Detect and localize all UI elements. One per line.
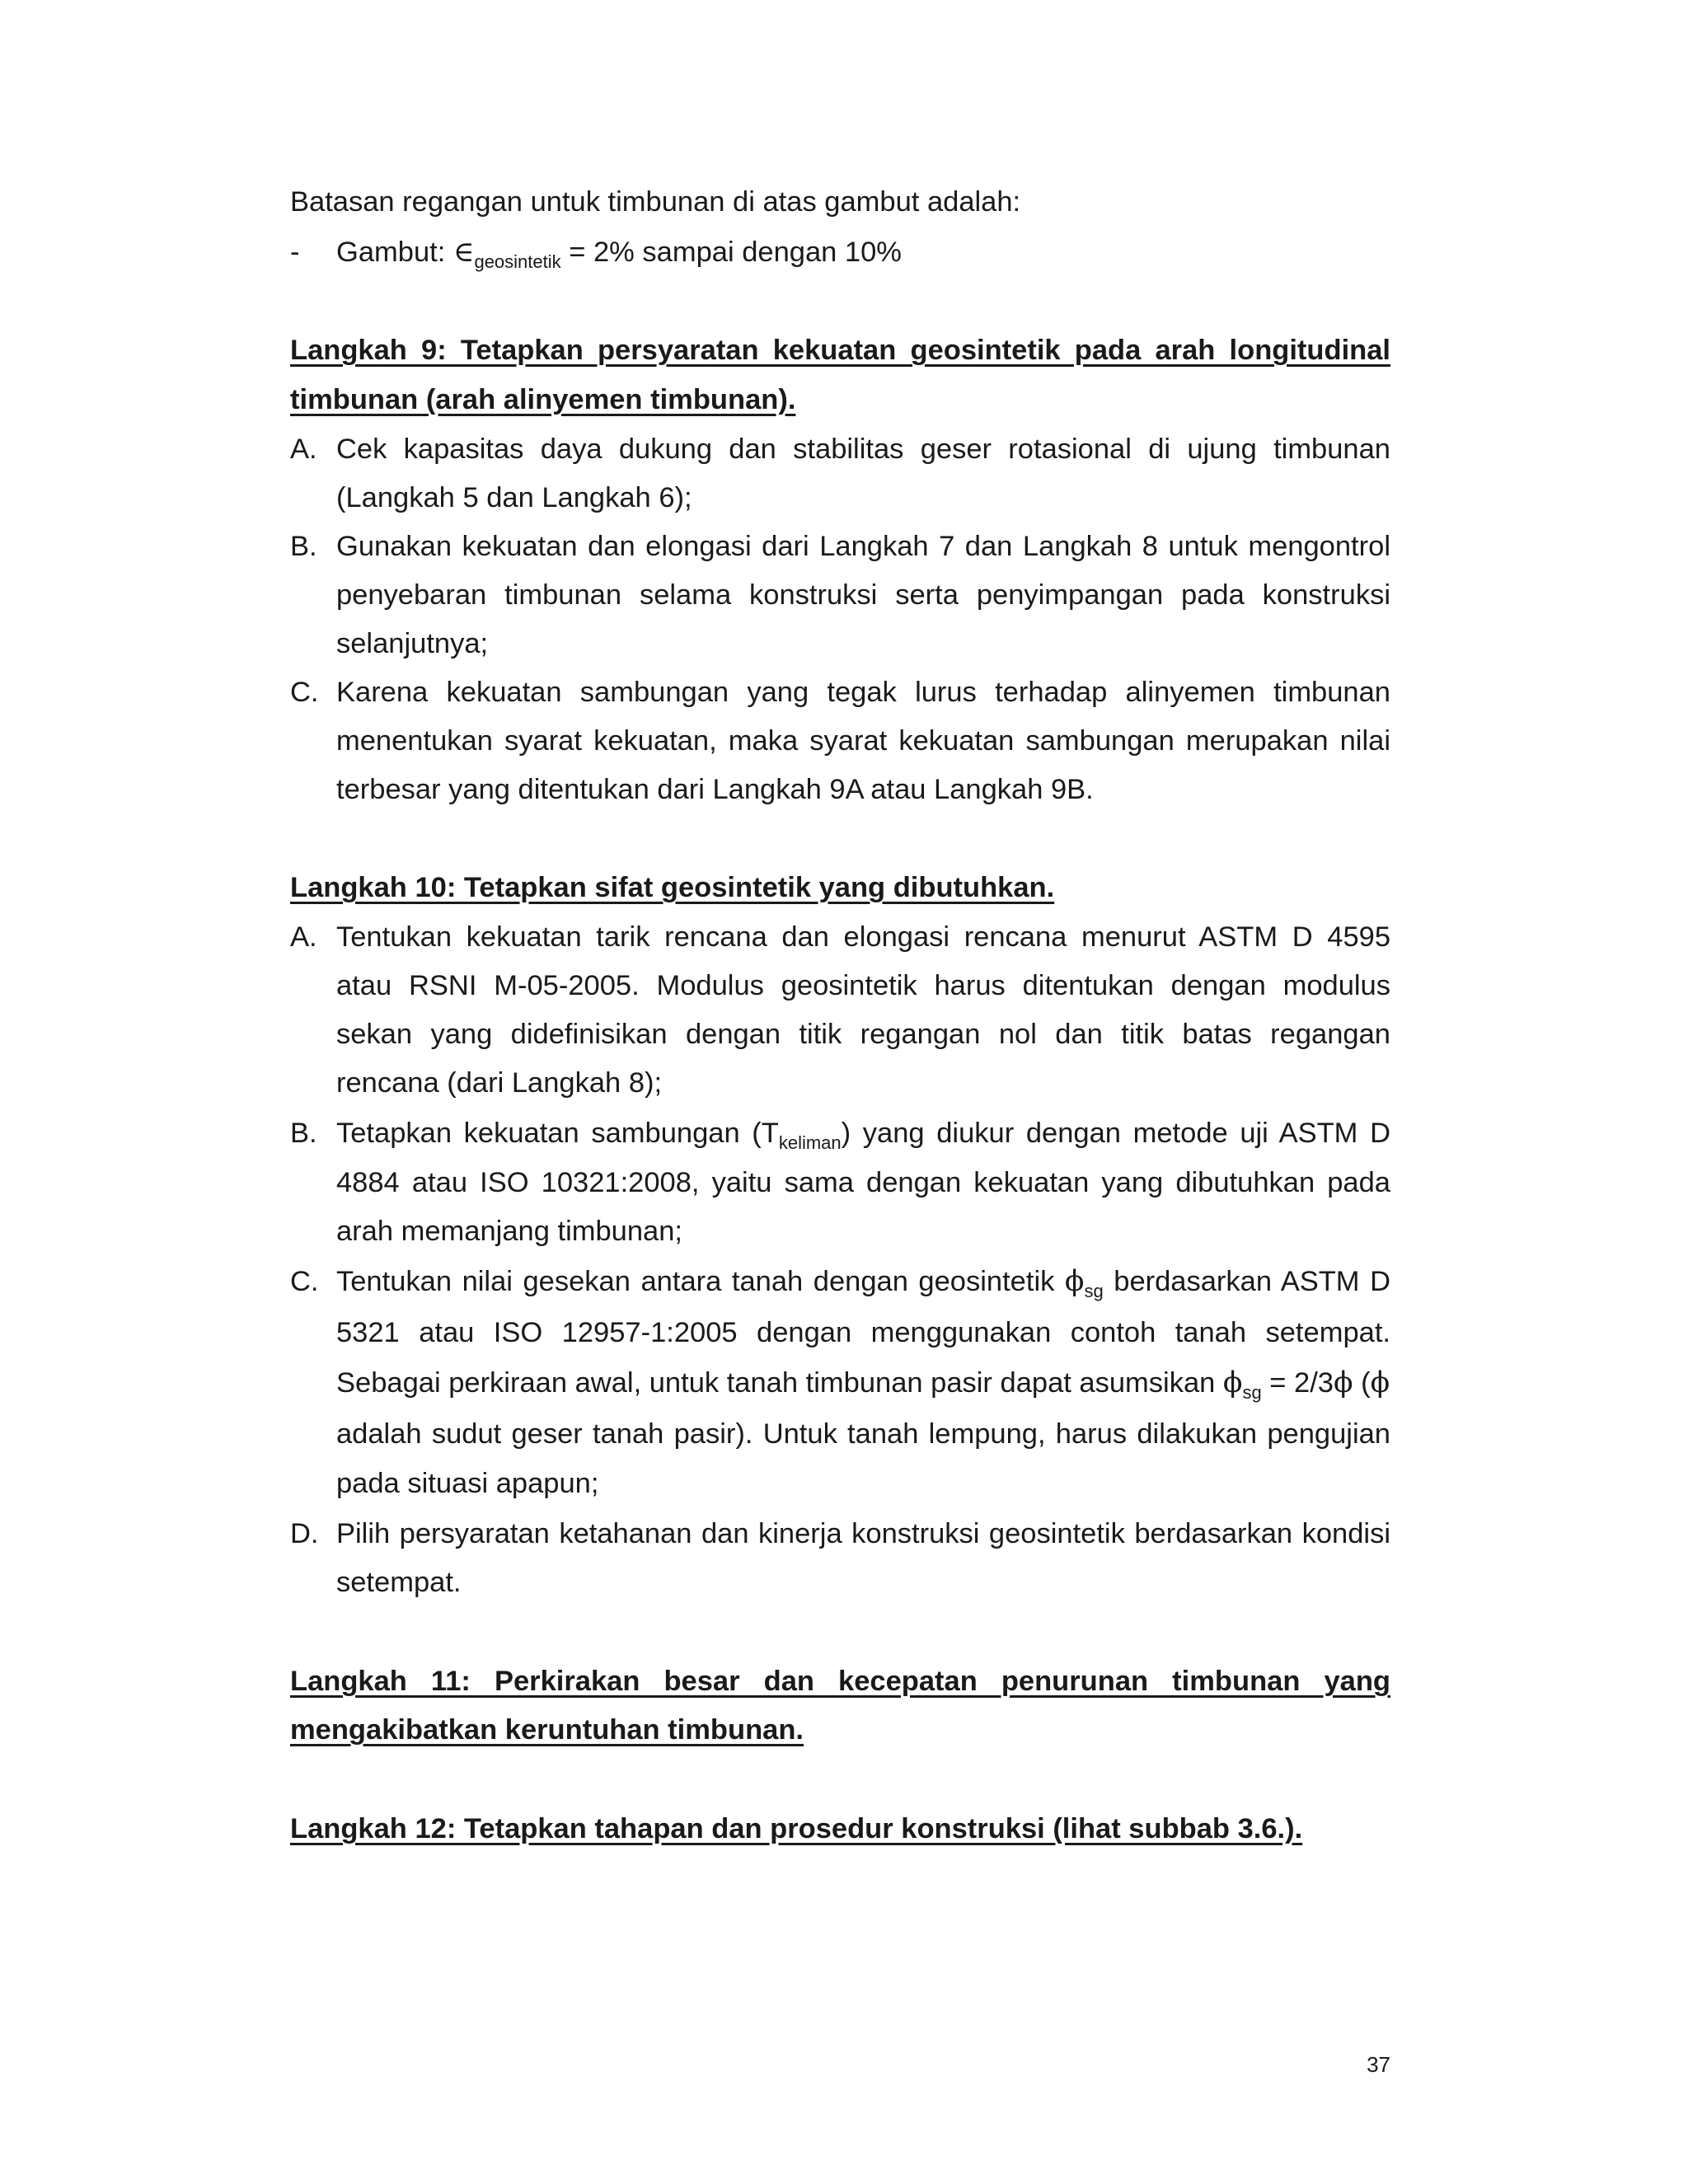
step9-item-c-line3: terbesar yang ditentukan dari Langkah 9A atau Langkah 9B. — [336, 774, 1094, 805]
step9-item-b-line1: Gunakan kekuatan dan elongasi dari Langkah 7 dan Langkah 8 untuk mengontrol — [336, 531, 1390, 562]
intro-bullet: Gambut: $\in_{geosintetik} = 2\%$ sampai dengan 10% — [336, 236, 902, 272]
step9-item-b-line2: penyebaran timbunan selama konstruksi serta penyimpangan pada konstruksi — [336, 579, 1390, 611]
step9-heading-line1: Langkah 9: Tetapkan persyaratan kekuatan geosintetik pada arah longitudinal — [290, 335, 1390, 366]
step9-heading-line2: timbunan (arah alinyemen timbunan). — [290, 384, 796, 415]
step10-item-c-line2: 5321 atau ISO 12957-1:2005 dengan menggunakan contoh tanah setempat. — [336, 1317, 1390, 1348]
phi-symbol: ϕ — [1333, 1366, 1353, 1399]
phi-symbol: ϕ — [1064, 1265, 1085, 1298]
phi-symbol: ϕ — [1222, 1366, 1243, 1399]
step9-item-a-line2: (Langkah 5 dan Langkah 6); — [336, 482, 692, 513]
step12-heading: Langkah 12: Tetapkan tahapan dan prosedur konstruksi (lihat subbab 3.6.). — [290, 1813, 1303, 1844]
step10-item-d-marker: D. — [290, 1518, 319, 1549]
step11-heading-line1: Langkah 11: Perkirakan besar dan kecepatan penurunan timbunan yang — [290, 1666, 1390, 1697]
step10-heading: Langkah 10: Tetapkan sifat geosintetik yang dibutuhkan. — [290, 872, 1055, 903]
step9-item-b-marker: B. — [290, 531, 317, 562]
epsilon-symbol: ∈ — [452, 236, 475, 269]
step9-item-c-line1: Karena kekuatan sambungan yang tegak lurus terhadap alinyemen timbunan — [336, 677, 1390, 708]
step10-item-c-line1: Tentukan nilai gesekan antara tanah dengan geosintetik $\phi_{sg}$ berdasarkan ASTM D — [336, 1265, 1390, 1301]
epsilon-subscript: geosintetik — [474, 251, 561, 272]
step10-item-c-line3: Sebagai perkiraan awal, untuk tanah timbunan pasir dapat asumsikan $\phi_{sg} = 2/3\phi$ (ϕ — [336, 1366, 1390, 1403]
step10-item-a-line4: rencana (dari Langkah 8); — [336, 1067, 663, 1099]
step10-item-b-line1: Tetapkan kekuatan sambungan $(T_{keliman})$ yang diukur dengan metode uji ASTM D — [336, 1118, 1390, 1153]
step9-item-c-line2: menentukan syarat kekuatan, maka syarat kekuatan sambungan merupakan nilai — [336, 725, 1390, 757]
intro-text: Batasan regangan untuk timbunan di atas gambut adalah: — [290, 186, 1021, 218]
step9-item-b-line3: selanjutnya; — [336, 628, 489, 659]
step10-item-b-line3: arah memanjang timbunan; — [336, 1216, 682, 1247]
phi-symbol: ϕ — [1370, 1366, 1390, 1399]
step10-item-c-marker: C. — [290, 1266, 319, 1297]
step9-item-a-line1: Cek kapasitas daya dukung dan stabilitas geser rotasional di ujung timbunan — [336, 434, 1390, 465]
step10-item-b-marker: B. — [290, 1118, 317, 1149]
page-number: 37 — [1367, 2052, 1390, 2077]
step10-item-c-line5: pada situasi apapun; — [336, 1468, 599, 1499]
step10-item-a-marker: A. — [290, 921, 317, 953]
t-keliman-subscript: keliman — [778, 1132, 842, 1153]
step10-item-d-line1: Pilih persyaratan ketahanan dan kinerja konstruksi geosintetik berdasarkan kondisi — [336, 1518, 1390, 1549]
step10-item-b-line2: 4884 atau ISO 10321:2008, yaitu sama dengan kekuatan yang dibutuhkan pada — [336, 1167, 1390, 1198]
step10-item-c-line4: adalah sudut geser tanah pasir). Untuk tanah lempung, harus dilakukan pengujian — [336, 1418, 1390, 1450]
step9-item-a-marker: A. — [290, 434, 317, 465]
step11-heading-line2: mengakibatkan keruntuhan timbunan. — [290, 1714, 804, 1746]
step10-item-a-line1: Tentukan kekuatan tarik rencana dan elongasi rencana menurut ASTM D 4595 — [336, 921, 1390, 953]
intro-bullet-marker: - — [290, 237, 300, 268]
step10-item-d-line2: setempat. — [336, 1567, 462, 1598]
step9-item-c-marker: C. — [290, 677, 319, 708]
step10-item-a-line3: sekan yang didefinisikan dengan titik regangan nol dan titik batas regangan — [336, 1019, 1390, 1050]
step10-item-a-line2: atau RSNI M-05-2005. Modulus geosintetik harus ditentukan dengan modulus — [336, 970, 1390, 1001]
